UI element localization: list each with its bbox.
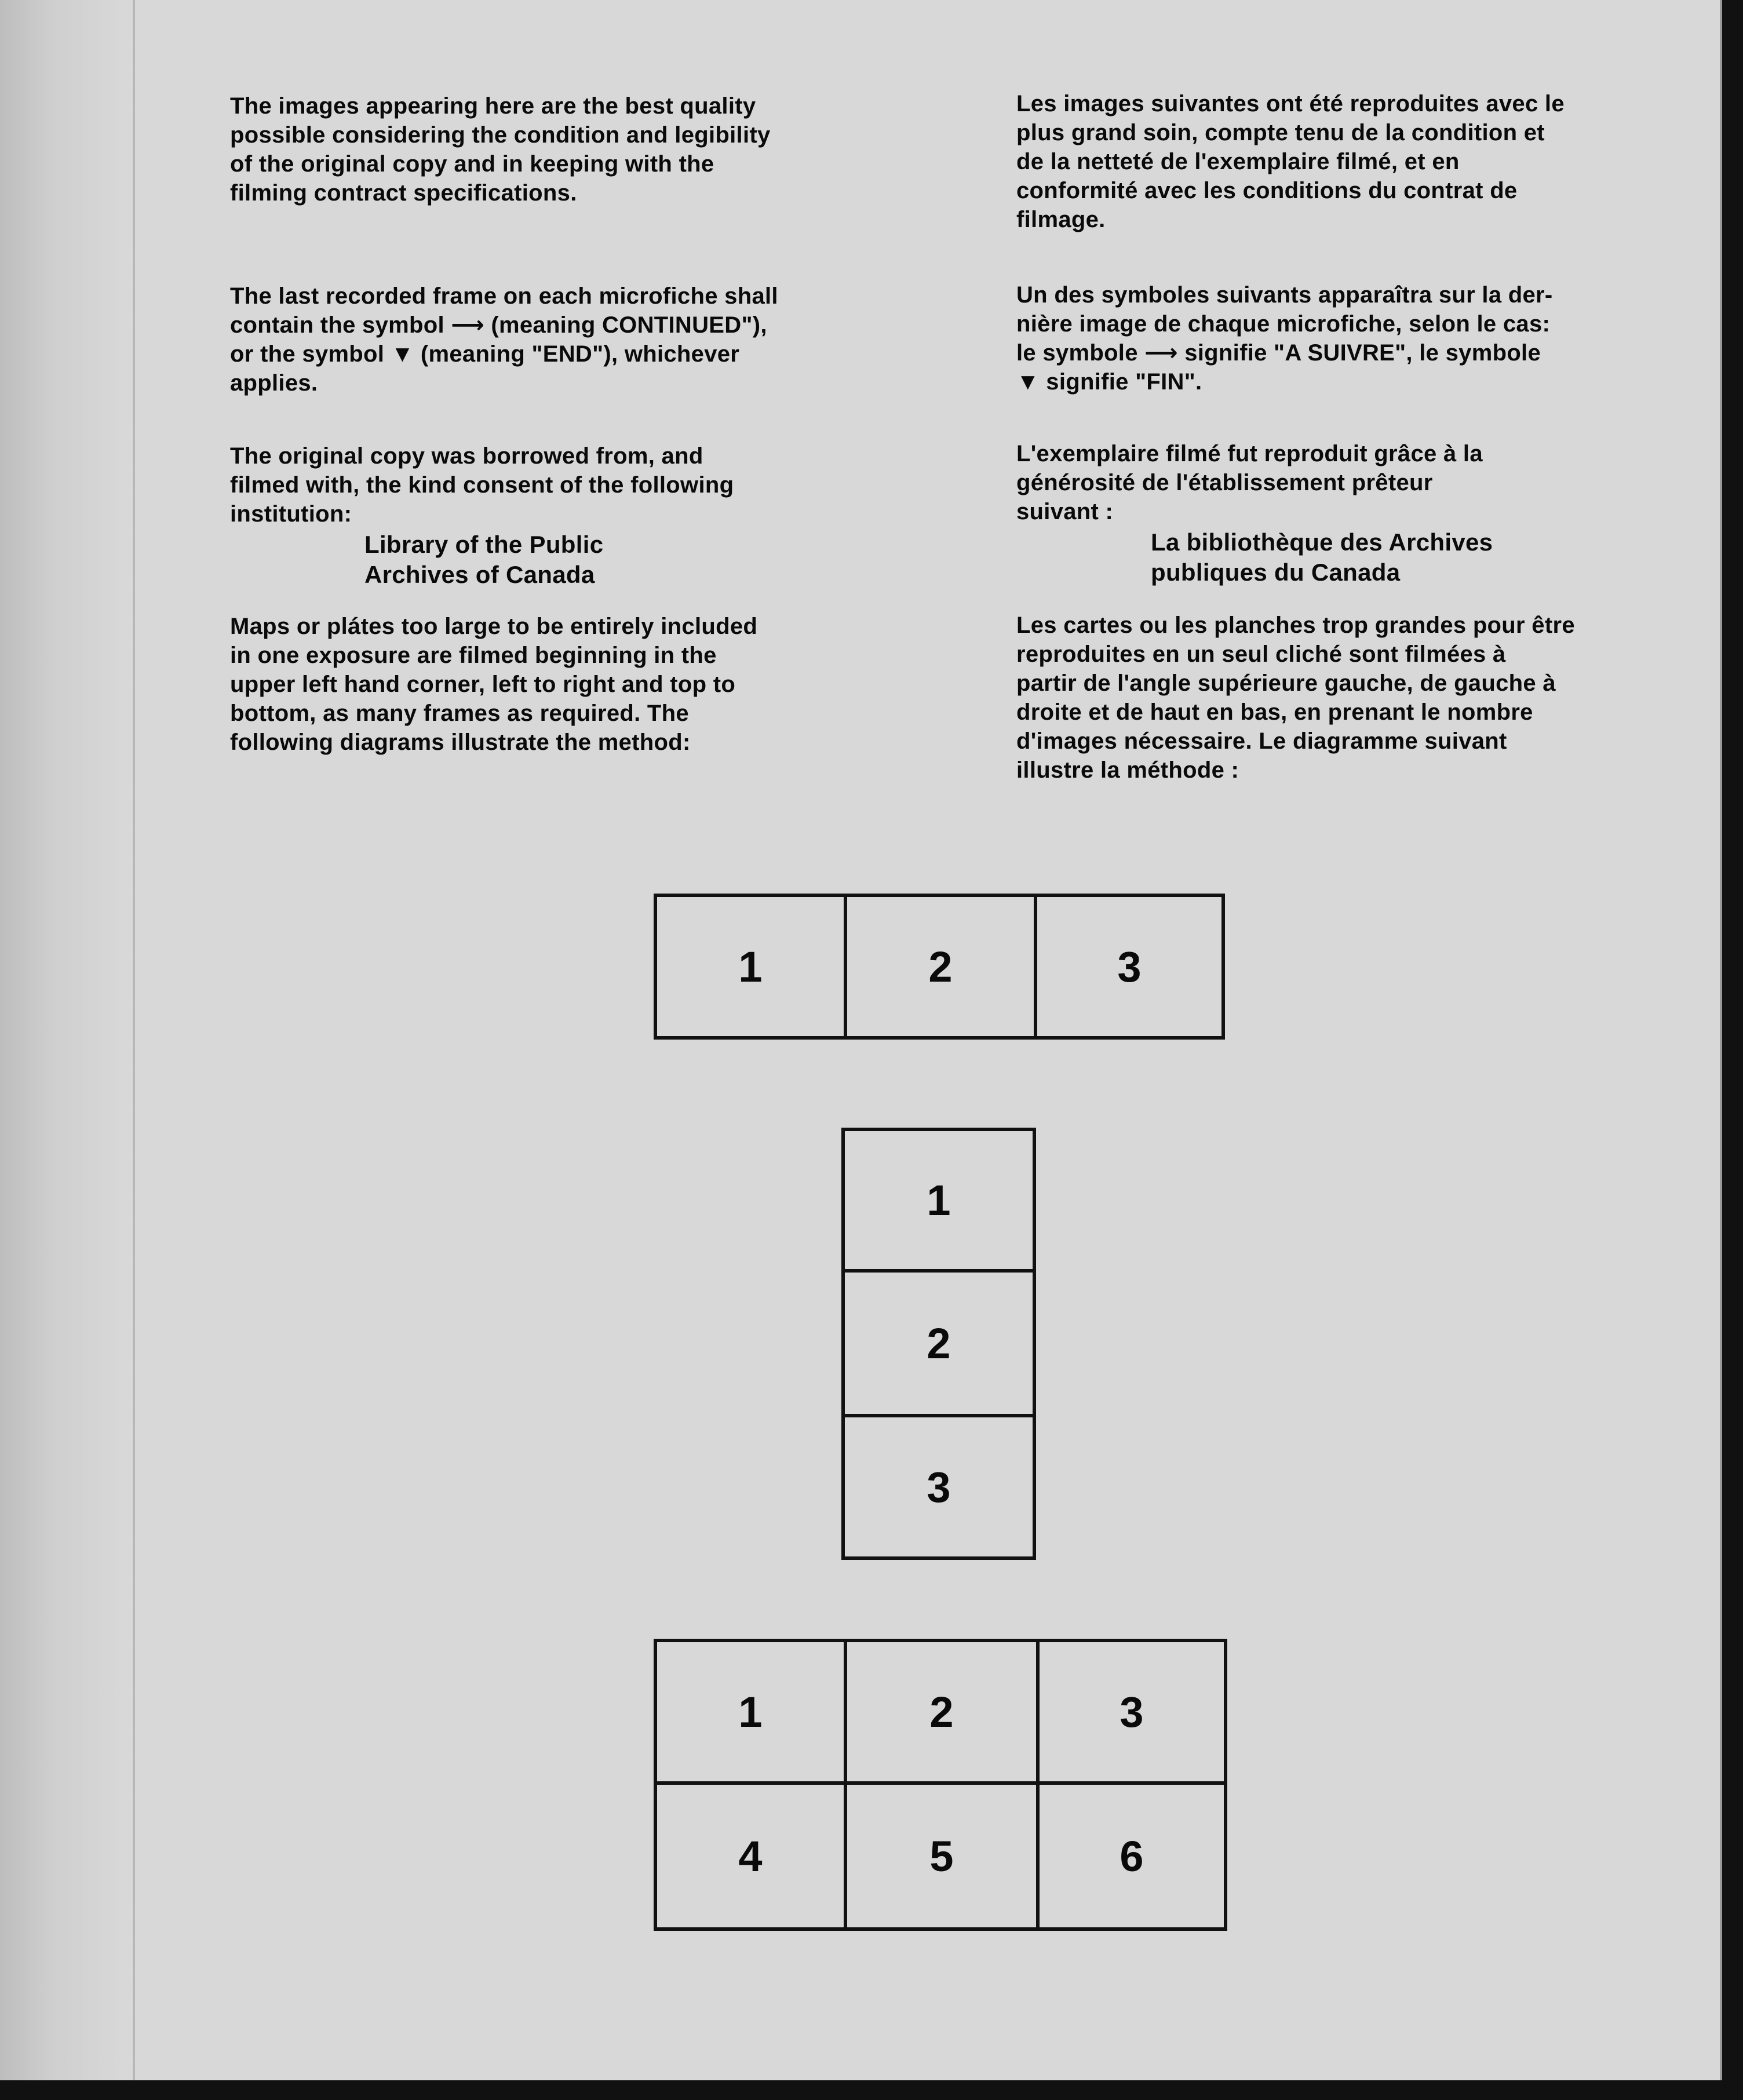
english-symbol-paragraph	[230, 282, 879, 398]
diagram-grid-cell: 4	[654, 1781, 847, 1931]
english-library-name	[230, 530, 879, 590]
english-library-line-1: Library of the Public	[364, 531, 604, 558]
diagram-column-cell: 3	[841, 1414, 1036, 1560]
english-maps-text: Maps or plátes too large to be entirely included in one exposure are filmed beginning in the upper left hand corner, left to right and top to bottom, as many frames as required. The following diagrams illustrate the method:	[230, 614, 758, 755]
french-symbol-text: Un des symboles suivants apparaîtra sur la der- nière image de chaque microfiche, selon le cas: le symbole ⟶ signifie "A SUIVRE", le symbole ▼ signifie "FIN".	[1016, 282, 1553, 395]
bottom-border	[0, 2080, 1743, 2100]
french-maps-paragraph	[1016, 611, 1665, 785]
diagram-grid-cell: 2	[844, 1639, 1040, 1785]
binding-edge	[133, 0, 135, 2080]
french-library-name	[1016, 527, 1665, 588]
french-library-line-2: publiques du Canada	[1151, 559, 1401, 586]
diagram-row-cell: 2	[844, 894, 1037, 1040]
french-symbol-paragraph	[1016, 280, 1665, 396]
french-maps-text: Les cartes ou les planches trop grandes pour être reproduites en un seul cliché sont filmées à partir de l'angle supérieure gauche, de gauche à droite et de haut en bas, en prenant le nombre d'images nécessaire. Le diagramme suivant illustre la méthode :	[1016, 612, 1575, 783]
english-original-text: The original copy was borrowed from, and filmed with, the kind consent of the following institution:	[230, 443, 734, 527]
english-symbol-text: The last recorded frame on each microfiche shall contain the symbol ⟶ (meaning CONTINUED"), or the symbol ▼ (meaning "END"), whichever applies.	[230, 283, 778, 396]
english-library-line-2: Archives of Canada	[364, 561, 595, 588]
english-maps-paragraph	[230, 612, 879, 757]
binding-shadow	[0, 0, 133, 2080]
french-original-text: L'exemplaire filmé fut reproduit grâce à la générosité de l'établissement prêteur suivant :	[1016, 441, 1483, 524]
diagram-column-cell: 1	[841, 1128, 1036, 1273]
diagram-grid-cell: 6	[1036, 1781, 1227, 1931]
diagram-grid-cell: 1	[654, 1639, 847, 1785]
diagram-row-cell: 1	[654, 894, 847, 1040]
english-original-paragraph	[230, 442, 879, 528]
french-quality-text: Les images suivantes ont été reproduites avec le plus grand soin, compte tenu de la condition et de la netteté de l'exemplaire filmé, et en conformité avec les conditions du contrat de filmage.	[1016, 91, 1565, 232]
diagram-column-cell: 2	[841, 1269, 1036, 1417]
english-quality-paragraph	[230, 92, 879, 207]
diagram-grid-cell: 3	[1036, 1639, 1227, 1785]
french-library-line-1: La bibliothèque des Archives	[1151, 528, 1493, 556]
right-border	[1722, 0, 1743, 2100]
french-original-paragraph	[1016, 439, 1665, 526]
french-quality-paragraph	[1016, 89, 1665, 234]
diagram-row-cell: 3	[1034, 894, 1225, 1040]
diagram-grid-cell: 5	[844, 1781, 1040, 1931]
english-quality-text: The images appearing here are the best quality possible considering the condition and legibility of the original copy and in keeping with the filming contract specifications.	[230, 93, 771, 206]
